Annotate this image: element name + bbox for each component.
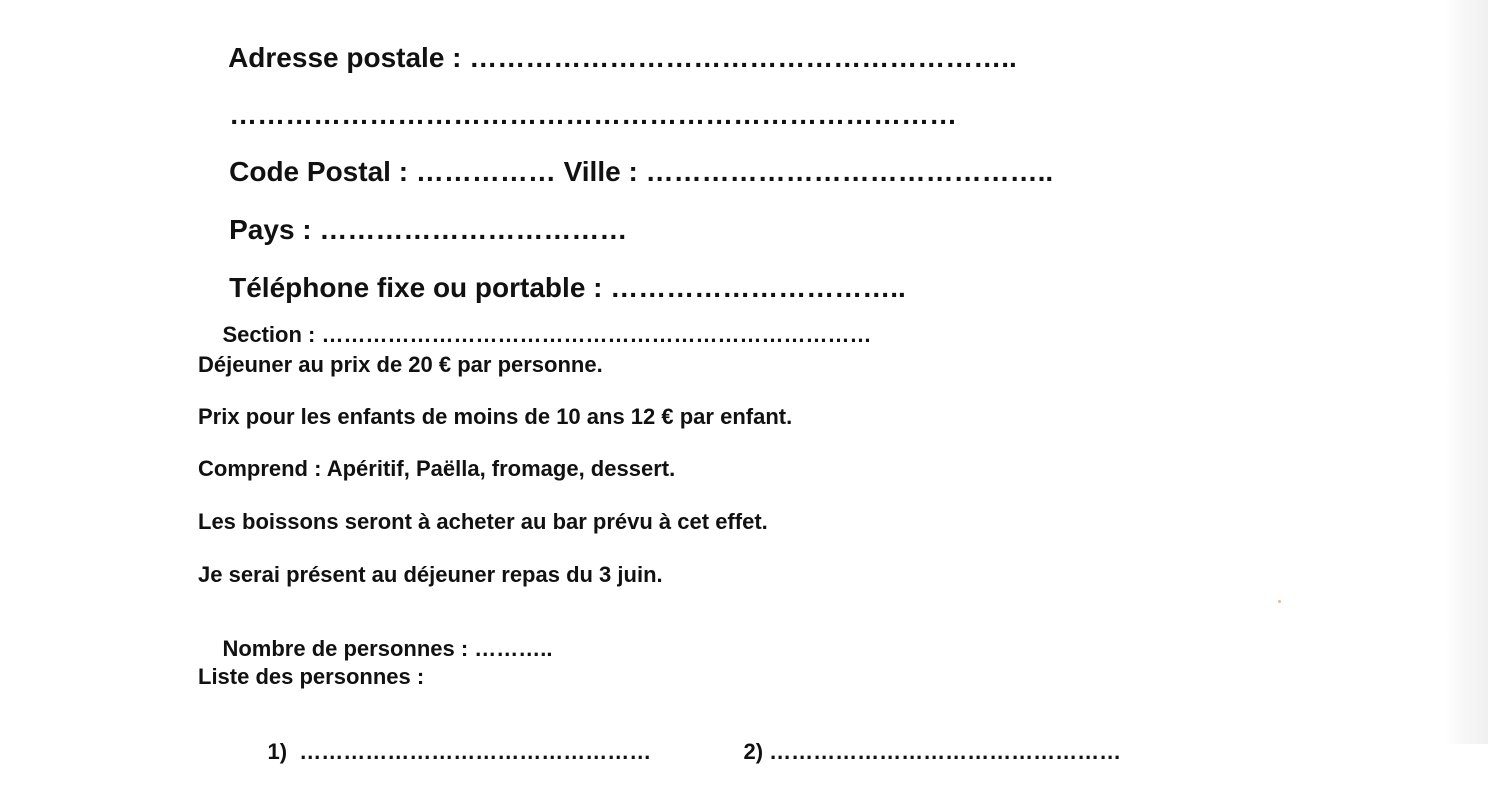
count-label: Nombre de personnes : (222, 636, 475, 661)
phone-field[interactable]: ………………………….. (610, 272, 906, 303)
includes-text: Comprend : Apéritif, Paëlla, fromage, dessert. (198, 456, 676, 481)
person-item (719, 719, 1121, 785)
phone-label: Téléphone fixe ou portable : (229, 272, 611, 303)
person-number: 2) (743, 739, 764, 764)
postcode-label: Code Postal : (229, 156, 416, 187)
person-field[interactable]: ………………………………………… (299, 739, 652, 764)
paper-speck (1278, 600, 1281, 603)
lunch-price-text: Déjeuner au prix de 20 € par personne. (198, 352, 603, 377)
count-field[interactable]: ……….. (474, 636, 553, 661)
address-label: Adresse postale : (228, 42, 470, 73)
section-field[interactable]: ………………………………………………………………… (321, 322, 872, 347)
address-field[interactable]: ………………………………………………….. (469, 42, 1017, 73)
page-edge-shadow (1446, 0, 1488, 744)
address-field-2[interactable]: …………………………………………………………………… (229, 99, 958, 130)
country-field[interactable]: …………………………… (319, 214, 628, 245)
postcode-field[interactable]: …………… (415, 156, 564, 187)
person-field[interactable]: ………………………………………… (769, 739, 1122, 764)
children-price-text: Prix pour les enfants de moins de 10 ans 12 € par enfant. (198, 404, 793, 429)
city-field[interactable]: …………………………………….. (645, 156, 1054, 187)
presence-text: Je serai présent au déjeuner repas du 3 juin. (198, 562, 663, 587)
drinks-text: Les boissons seront à acheter au bar prévu à cet effet. (198, 509, 768, 534)
city-label: Ville : (563, 156, 646, 187)
section-label: Section : (222, 322, 322, 347)
person-item (243, 719, 651, 785)
person-number: 1) (267, 739, 288, 764)
country-label: Pays : (229, 214, 320, 245)
list-label: Liste des personnes : (198, 664, 425, 689)
